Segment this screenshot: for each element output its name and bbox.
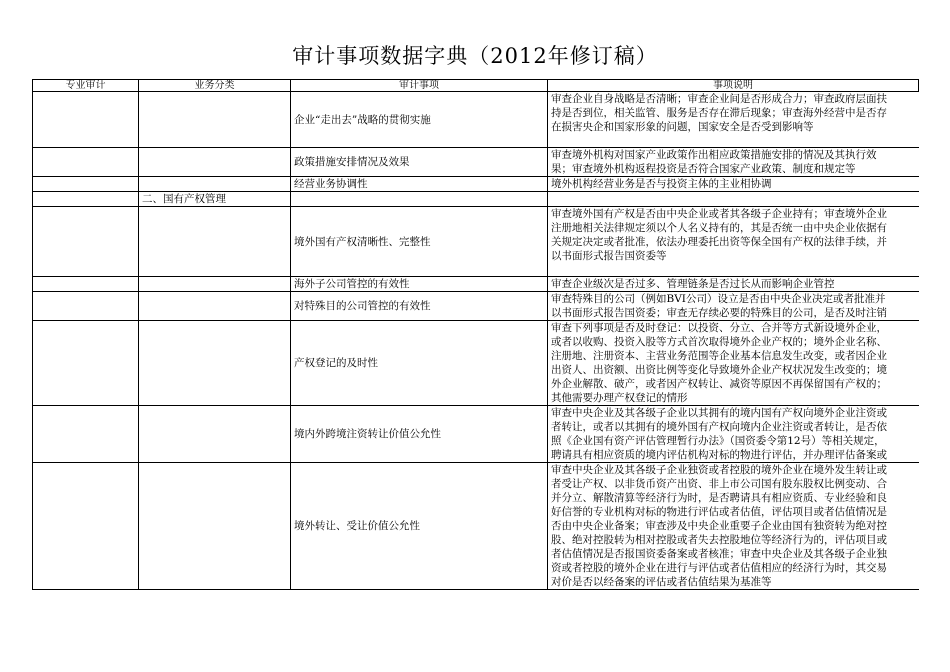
cell-business-category	[139, 92, 291, 148]
cell-audit-item: 政策措施安排情况及效果	[291, 148, 548, 177]
cell-business-category	[139, 292, 291, 321]
description-line: 境外机构经营业务是否与投资主体的主业相协调	[551, 178, 772, 190]
header-item-description: 事项说明	[548, 80, 919, 92]
description-line: 审查下列事项是否及时登记：以投资、分立、合并等方式新设境外企业，	[551, 322, 887, 334]
cell-business-category	[139, 277, 291, 292]
description-line: 审查中央企业及其各级子企业以其拥有的境内国有产权向境外企业注资或	[551, 407, 887, 419]
description-line: 者估值情况是否报国资委备案或者核准；审查中央企业及其各级子企业独	[551, 548, 887, 560]
cell-professional-audit	[33, 463, 139, 590]
description-line: 审查境外机构对国家产业政策作出相应政策措施安排的情况及其执行效	[551, 149, 877, 161]
description-line: 并分立、解散清算等经济行为时，是否聘请具有相应资质、专业经验和良	[551, 492, 887, 504]
description-line: 照《企业国有资产评估管理暂行办法》（国资委令第12号）等相关规定，	[551, 435, 885, 447]
cell-item-description	[548, 207, 919, 277]
cell-item-description	[548, 292, 919, 321]
description-line: 审查特殊目的公司（例如BVI公司）设立是否由中央企业决定或者批准并	[551, 293, 886, 305]
description-line: 持是否到位，相关监管、服务是否存在滞后现象；审查海外经营中是否存	[551, 107, 887, 119]
header-professional-audit: 专业审计	[33, 80, 139, 92]
description-line: 以书面形式报告国资委；审查无存续必要的特殊目的公司，是否及时注销	[551, 307, 887, 319]
table-row	[33, 321, 919, 406]
cell-business-category	[139, 207, 291, 277]
cell-item-description	[548, 463, 919, 590]
description-line: 者转让，或者以其拥有的境外国有产权向境内企业注资或者转让，是否依	[551, 421, 887, 433]
cell-audit-item	[291, 192, 548, 207]
description-line: 好信誉的专业机构对标的物进行评估或者估值，评估项目或者估值情况是	[551, 506, 887, 518]
cell-business-category	[139, 463, 291, 590]
cell-professional-audit	[33, 192, 139, 207]
description-line: 聘请具有相应资质的境内评估机构对标的物进行评估，并办理评估备案或	[551, 449, 887, 461]
description-line: 注册地相关法律规定须以个人名义持有的，其是否统一由中央企业依据有	[551, 222, 887, 234]
table-row	[33, 406, 919, 463]
cell-audit-item: 产权登记的及时性	[291, 321, 548, 406]
description-line: 资或者控股的境外企业在进行与评估或者估值相应的经济行为时，其交易	[551, 562, 887, 574]
cell-audit-item: 境外国有产权清晰性、完整性	[291, 207, 548, 277]
cell-business-category	[139, 321, 291, 406]
description-line: 审查企业级次是否过多、管理链条是否过长从而影响企业管控	[551, 278, 835, 290]
description-line: 审查境外国有产权是否由中央企业或者其各级子企业持有；审查境外企业	[551, 208, 887, 220]
description-line: 在损害央企和国家形象的问题，国家安全是否受到影响等	[551, 121, 814, 133]
description-line: 否由中央企业备案；审查涉及中央企业重要子企业由国有独资转为绝对控	[551, 520, 887, 532]
cell-professional-audit	[33, 406, 139, 463]
audit-items-table	[32, 79, 919, 590]
table-row	[33, 148, 919, 177]
cell-professional-audit	[33, 292, 139, 321]
table-row	[33, 192, 919, 207]
cell-item-description	[548, 192, 919, 207]
cell-item-description	[548, 321, 919, 406]
description-line: 股、绝对控股转为相对控股或者失去控股地位等经济行为的，评估项目或	[551, 534, 887, 546]
cell-item-description	[548, 92, 919, 148]
cell-business-category: 二、国有产权管理	[139, 192, 291, 207]
description-line: 出资人、出资额、出资比例等变化导致境外企业产权状况发生改变的；境	[551, 364, 887, 376]
cell-item-description	[548, 148, 919, 177]
description-line: 其他需要办理产权登记的情形	[551, 392, 688, 404]
description-line: 者受让产权、以非货币资产出资、非上市公司国有股东股权比例变动、合	[551, 478, 887, 490]
header-audit-item: 审计事项	[291, 80, 548, 92]
description-line: 以书面形式报告国资委等	[551, 250, 667, 262]
table-body	[33, 92, 919, 590]
table-row	[33, 207, 919, 277]
description-line: 审查企业自身战略是否清晰；审查企业间是否形成合力；审查政府层面扶	[551, 93, 887, 105]
cell-professional-audit	[33, 207, 139, 277]
description-line: 关规定决定或者批准，依法办理委托出资等保全国有产权的法律手续，并	[551, 236, 887, 248]
cell-audit-item: 经营业务协调性	[291, 177, 548, 192]
cell-audit-item: 境内外跨境注资转让价值公允性	[291, 406, 548, 463]
table-row	[33, 292, 919, 321]
cell-item-description	[548, 177, 919, 192]
table-row	[33, 463, 919, 590]
description-line: 对价是否以经备案的评估或者估值结果为基准等	[551, 576, 772, 588]
cell-item-description	[548, 277, 919, 292]
description-line: 果；审查境外机构返程投资是否符合国家产业政策、制度和规定等	[551, 163, 856, 175]
cell-business-category	[139, 177, 291, 192]
cell-professional-audit	[33, 321, 139, 406]
cell-business-category	[139, 148, 291, 177]
table-header-row	[33, 80, 919, 92]
cell-professional-audit	[33, 277, 139, 292]
page-title: 审计事项数据字典（2012年修订稿）	[292, 44, 658, 68]
table-row	[33, 177, 919, 192]
description-line: 或者以收购、投资入股等方式首次取得境外企业产权的；境外企业名称、	[551, 336, 887, 348]
cell-professional-audit	[33, 92, 139, 148]
description-line: 注册地、注册资本、主营业务范围等企业基本信息发生改变，或者因企业	[551, 350, 887, 362]
cell-business-category	[139, 406, 291, 463]
cell-audit-item: 对特殊目的公司管控的有效性	[291, 292, 548, 321]
table-row	[33, 92, 919, 148]
cell-item-description	[548, 406, 919, 463]
cell-audit-item: 境外转让、受让价值公允性	[291, 463, 548, 590]
cell-audit-item: 企业“走出去”战略的贯彻实施	[291, 92, 548, 148]
description-line: 外企业解散、破产，或者因产权转让、减资等原因不再保留国有产权的；	[551, 378, 887, 390]
cell-professional-audit	[33, 177, 139, 192]
table-row	[33, 277, 919, 292]
description-line: 审查中央企业及其各级子企业独资或者控股的境外企业在境外发生转让或	[551, 464, 887, 476]
cell-professional-audit	[33, 148, 139, 177]
header-business-category: 业务分类	[139, 80, 291, 92]
cell-audit-item: 海外子公司管控的有效性	[291, 277, 548, 292]
